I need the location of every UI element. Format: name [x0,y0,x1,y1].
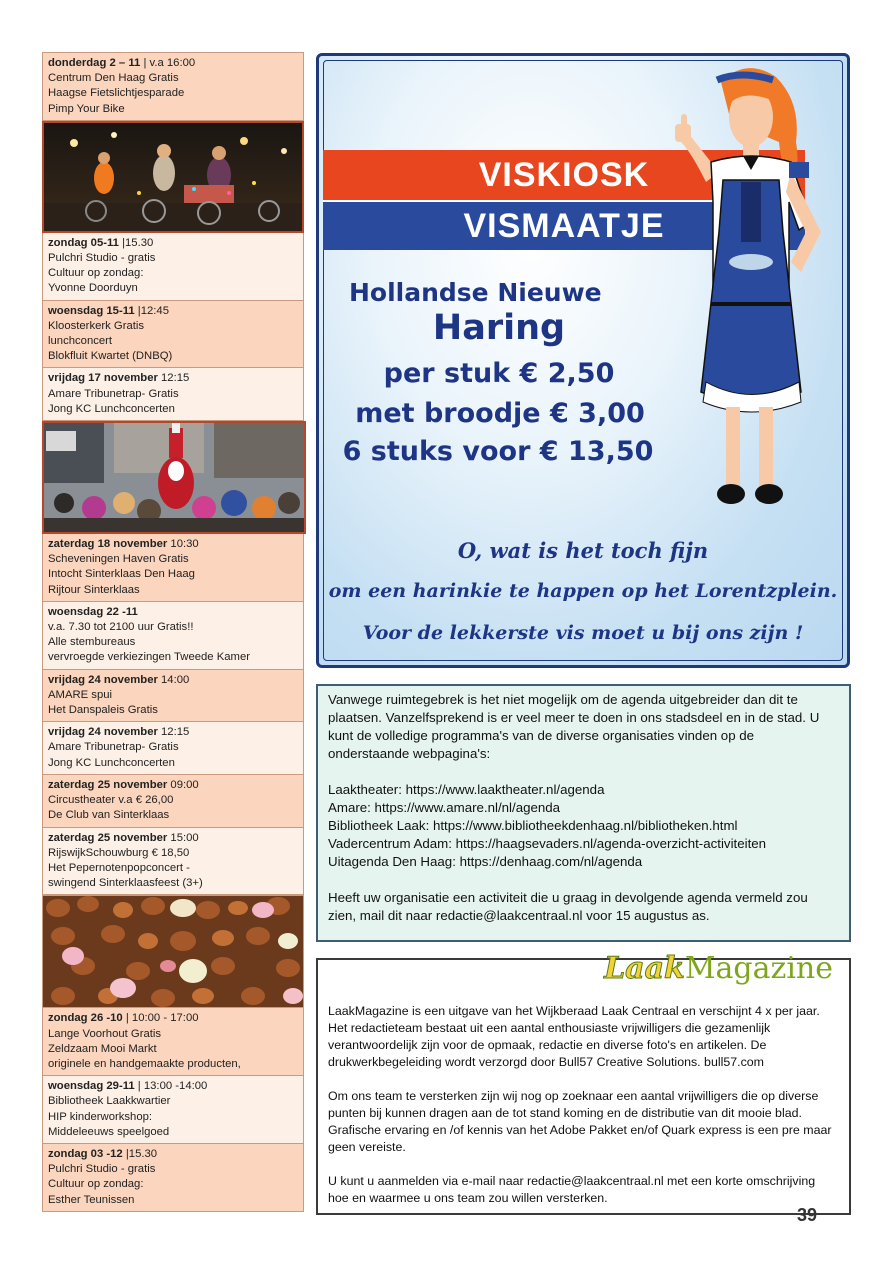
pepernoten-photo [42,895,304,1008]
logo-laak: Laak [604,951,685,986]
logo-magazine: Magazine [684,951,833,986]
event-line: Pulchri Studio - gratis [48,252,156,265]
page-number: 39 [797,1205,818,1225]
event-line: Middeleeuws speelgoed [48,1125,170,1138]
laakmagazine-box [316,951,851,1215]
event-time: |12:45 [137,304,170,317]
event-date: zondag 26 -10 [48,1012,123,1025]
event-line: Esther Teunissen [48,1193,135,1206]
event-time: 12:15 [157,372,190,385]
bike-parade-photo [42,121,304,233]
ad-price-broodje: met broodje € 3,00 [355,398,645,429]
event-time: 10:30 [167,538,199,551]
agenda-event [42,602,304,670]
event-line: Circustheater v.a € 26,00 [48,794,174,807]
info-submit-note: Heeft uw organisatie een activiteit die u graag in devolgende agenda vermeld zou zien, mail dit naar redactie@laakcentraal.nl voor 15 augustus as. [328,890,808,923]
agenda-event [42,1076,304,1144]
magazine-volunteers: Om ons team te versterken zijn wij nog op zoeknaar een aantal vrijwilligers die op diverse punten bij kunnen dragen aan de tot stand koming en de distributie van dit mooie blad. Grafische ervaring en /of kennis van het Adobe Pakket en/of Quark express is een pre maar geen vereiste. [328,1089,832,1154]
event-time: | v.a 16:00 [143,57,196,69]
agenda-event [42,233,304,301]
ad-slogan-line-2: om een harinkie te happen op het Lorentzplein. [328,580,838,602]
event-line: Intocht Sinterklaas Den Haag [48,568,195,581]
event-line: Het Danspaleis Gratis [48,704,158,717]
event-line: Haagse Fietslichtjesparade [48,87,185,100]
event-date: woensdag 29-11 [48,1080,135,1093]
event-line: swingend Sinterklaasfeest (3+) [48,877,203,890]
event-date: zaterdag 18 november [48,538,168,551]
magazine-signup: U kunt u aanmelden via e-mail naar redactie@laakcentraal.nl met een korte omschrijving hoe en waarmee u ons team zou willen versterken. [328,1174,816,1205]
event-line: Lange Voorhout Gratis [48,1027,162,1040]
event-date: donderdag 2 – 11 [48,57,141,69]
event-time: | 13:00 -14:00 [134,1080,208,1093]
event-line: Jong KC Lunchconcerten [48,402,175,415]
event-line: vervroegde verkiezingen Tweede Kamer [48,651,250,664]
event-date: zondag 03 -12 [48,1147,123,1160]
event-line: AMARE spui [48,688,113,701]
event-time: |15.30 [122,1147,158,1160]
agenda-event [42,775,304,828]
event-time: |15.30 [122,236,154,249]
agenda-info-box [316,684,851,942]
event-line: Scheveningen Haven Gratis [48,553,189,566]
info-link-uitagenda[interactable]: Uitagenda Den Haag: https://denhaag.com/nl/agenda [328,854,643,869]
viskiosk-advertisement [316,53,850,668]
ad-hollandse-nieuwe: Hollandse Nieuwe [349,278,602,307]
agenda-event [42,1144,304,1212]
event-line: Pimp Your Bike [48,102,125,115]
event-time: 14:00 [157,673,190,686]
event-date: vrijdag 24 november [48,673,158,686]
event-line: Pulchri Studio - gratis [48,1163,156,1176]
event-date: woensdag 15-11 [48,304,135,317]
event-time: 15:00 [167,831,199,844]
event-time: 09:00 [167,778,199,791]
agenda-event [42,670,304,723]
info-intro: Vanwege ruimtegebrek is het niet mogelijk om de agenda uitgebreider dan dit te plaatsen. Vanzelfsprekend is er veel meer te doen in ons stadsdeel en in de stad. U kunt de volledige programma's van de diverse organisaties vinden op de onderstaande webpagina's: [328,692,820,761]
event-line: Bibliotheek Laakkwartier [48,1095,171,1108]
event-line: Het Pepernotenpopconcert - [48,861,190,874]
ad-title-viskiosk: VISKIOSK [323,150,805,200]
event-line: Cultuur op zondag: [48,1178,144,1191]
event-line: Blokfluit Kwartet (DNBQ) [48,350,173,363]
info-link-amare[interactable]: Amare: https://www.amare.nl/nl/agenda [328,800,561,815]
event-line: Amare Tribunetrap- Gratis [48,387,179,400]
ad-haring: Haring [432,308,566,348]
magazine-about: LaakMagazine is een uitgave van het Wijkberaad Laak Centraal en verschijnt 4 x per jaar. Het redactieteam bestaat uit een aantal enthousiaste vrijwilligers die gezamenlijk verantwoordelijk zijn voor de opmaak, redactie en diverse foto's en artikelen. De drukwerkbegeleiding wordt verzorgd door Bull57 Creative Solutions. bull57.com [328,1004,820,1069]
event-date: zondag 05-11 [48,236,119,249]
ad-slogan-line-3: Voor de lekkerste vis moet u bij ons zijn ! [362,622,804,644]
event-time: 12:15 [157,726,190,739]
event-line: Alle stembureaus [48,636,136,649]
event-line: Cultuur op zondag: [48,267,144,280]
event-date: zaterdag 25 november [48,778,168,791]
event-line: v.a. 7.30 tot 2100 uur Gratis!! [48,621,194,634]
ad-price-6-stuks: 6 stuks voor € 13,50 [342,436,654,467]
ad-slogan-line-1: O, wat is het toch fijn [457,538,709,563]
laakmagazine-logo [604,951,833,986]
agenda-column [42,52,304,1212]
event-date: vrijdag 24 november [48,726,158,739]
info-link-laaktheater[interactable]: Laaktheater: https://www.laaktheater.nl/agenda [328,782,605,797]
agenda-event [42,828,304,896]
agenda-event [42,1008,304,1076]
ad-title-vismaatje: VISMAATJE [323,202,805,250]
event-line: De Club van Sinterklaas [48,809,170,822]
event-line: Kloosterkerk Gratis [48,319,145,332]
agenda-event [42,301,304,369]
event-line: HIP kinderworkshop: [48,1110,153,1123]
event-line: RijswijkSchouwburg € 18,50 [48,846,190,859]
agenda-event [42,722,304,775]
event-line: originele en handgemaakte producten, [48,1057,241,1070]
event-date: vrijdag 17 november [48,372,158,385]
event-time: | 10:00 - 17:00 [122,1012,199,1025]
agenda-event [42,52,304,121]
event-line: Yvonne Doorduyn [48,282,138,295]
info-link-vadercentrum[interactable]: Vadercentrum Adam: https://haagsevaders.nl/agenda-overzicht-activiteiten [328,836,767,851]
event-line: Rijtour Sinterklaas [48,583,140,596]
agenda-event [42,368,304,421]
event-date: woensdag 22 -11 [48,605,138,618]
event-line: Zeldzaam Mooi Markt [48,1042,157,1055]
ad-price-per-stuk: per stuk € 2,50 [383,358,615,389]
agenda-event [42,534,304,602]
event-date: zaterdag 25 november [48,831,168,844]
event-line: Centrum Den Haag Gratis [48,72,179,85]
sinterklaas-photo [42,421,306,534]
fish-seller-illustration [651,62,841,522]
event-line: Amare Tribunetrap- Gratis [48,741,179,754]
event-line: lunchconcert [48,335,113,348]
event-line: Jong KC Lunchconcerten [48,756,175,769]
info-link-bibliotheek[interactable]: Bibliotheek Laak: https://www.bibliotheekdenhaag.nl/bibliotheken.html [328,818,738,833]
